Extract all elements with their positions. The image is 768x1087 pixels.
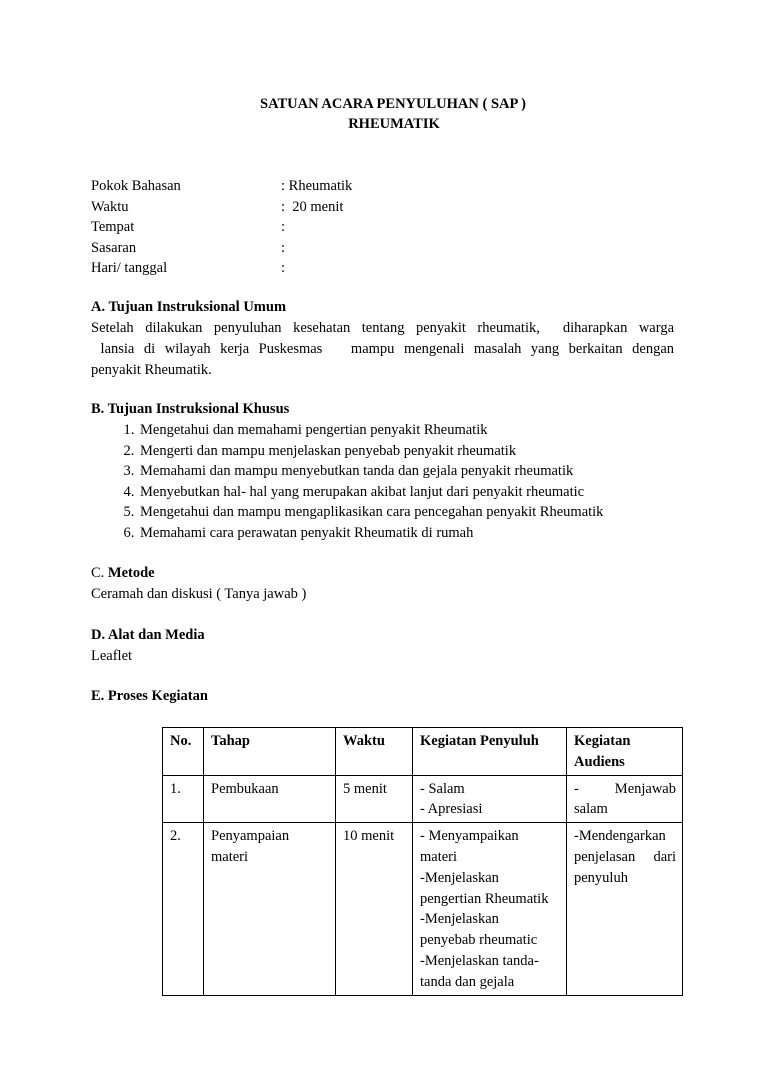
header-waktu: Waktu [336,728,413,776]
section-heading: E. Proses Kegiatan [91,688,208,704]
title-line-2: RHEUMATIK [348,116,440,132]
cell-no: 1. [163,775,204,823]
header-audiens-line: Audiens [574,753,625,770]
header-kegiatan-penyuluh: Kegiatan Penyuluh [413,728,567,776]
cell-line: -Mendengarkan [574,828,666,845]
list-item: 1. Mengetahui dan memahami pengertian penyakit Rheumatik [138,420,674,441]
paragraph-line: Ceramah dan diskusi ( Tanya jawab ) [91,586,307,602]
document-title [0,94,768,134]
list-item: 4. Menyebutkan hal- hal yang merupakan akibat lanjut dari penyakit rheumatic [138,482,674,503]
section-proses-kegiatan [91,686,674,707]
header-no: No. [163,728,204,776]
info-value: : [281,219,286,235]
cell-penyuluh [413,823,567,995]
cell-line: salam [574,801,608,818]
section-heading: A. Tujuan Instruksional Umum [91,299,287,315]
info-label: Waktu [91,198,129,215]
info-label: Hari/ tanggal [91,260,168,276]
paragraph-line: Setelah dilakukan penyuluhan kesehatan tentang penyakit rheumatik, diharapkan warga [91,320,674,336]
section-heading: B. Tujuan Instruksional Khusus [91,401,290,417]
cell-line: Penyampaian [211,828,290,845]
cell-line: - Menjawab [574,780,676,797]
info-row-pokok-bahasan [91,176,352,197]
cell-waktu: 10 menit [336,823,413,995]
info-row-hari-tanggal [91,258,352,279]
cell-line: materi [211,848,249,865]
process-table [162,727,683,996]
cell-line: penjelasan dari [574,848,676,865]
info-row-waktu [91,197,352,218]
info-label: Sasaran [91,239,137,256]
cell-tahap [204,775,336,823]
cell-audiens [567,823,683,995]
cell-line: -Menjelaskan tanda- [420,952,539,969]
info-block [91,176,352,279]
header-tahap: Tahap [204,728,336,776]
table-row [163,823,683,995]
info-label: Tempat [91,219,135,235]
info-value: : Rheumatik [281,178,353,194]
cell-line: penyebab rheumatic [420,932,538,949]
paragraph-line: Leaflet [91,648,133,664]
list-item: 6. Memahami cara perawatan penyakit Rheumatik di rumah [138,523,674,544]
list-item: 2. Mengerti dan mampu menjelaskan penyebab penyakit rheumatik [138,441,674,462]
list-item: 3. Memahami dan mampu menyebutkan tanda dan gejala penyakit rheumatik [138,461,674,482]
cell-line: pengertian Rheumatik [420,890,549,907]
cell-line: - Apresiasi [420,801,483,818]
cell-tahap [204,823,336,995]
cell-line: - Menyampaikan [420,828,519,845]
cell-line: penyuluh [574,869,628,886]
cell-line: - Salam [420,780,465,797]
header-kegiatan-audiens [567,728,683,776]
heading-text: Metode [107,565,155,581]
cell-line: materi [420,848,458,865]
section-heading [91,563,674,584]
info-value: : [281,260,286,276]
cell-line: tanda dan gejala [420,973,515,990]
cell-no: 2. [163,823,204,995]
cell-waktu: 5 menit [336,775,413,823]
cell-penyuluh [413,775,567,823]
cell-line: -Menjelaskan [420,869,499,886]
paragraph-line: penyakit Rheumatik. [91,362,212,378]
info-label: Pokok Bahasan [91,178,181,194]
table-header-row [163,728,683,776]
section-tujuan-umum [91,297,674,381]
section-metode [91,563,674,605]
list-item: 5. Mengetahui dan mampu mengaplikasikan cara pencegahan penyakit Rheumatik [138,502,674,523]
info-value: : 20 menit [281,198,344,215]
info-value: : [281,239,286,256]
cell-line: -Menjelaskan [420,911,499,928]
info-row-tempat [91,217,352,238]
info-row-sasaran [91,238,352,259]
header-audiens-line: Kegiatan [574,733,631,749]
section-tujuan-khusus [91,399,674,544]
cell-line: Pembukaan [211,780,279,797]
title-line-1: SATUAN ACARA PENYULUHAN ( SAP ) [260,96,526,112]
paragraph-line: lansia di wilayah kerja Puskesmas mampu mengenali masalah yang berkaitan dengan [91,341,675,357]
objective-list [91,420,674,544]
section-heading: D. Alat dan Media [91,627,205,643]
heading-prefix: C. [91,565,108,581]
section-alat-media [91,625,674,667]
cell-audiens [567,775,683,823]
table-row [163,775,683,823]
